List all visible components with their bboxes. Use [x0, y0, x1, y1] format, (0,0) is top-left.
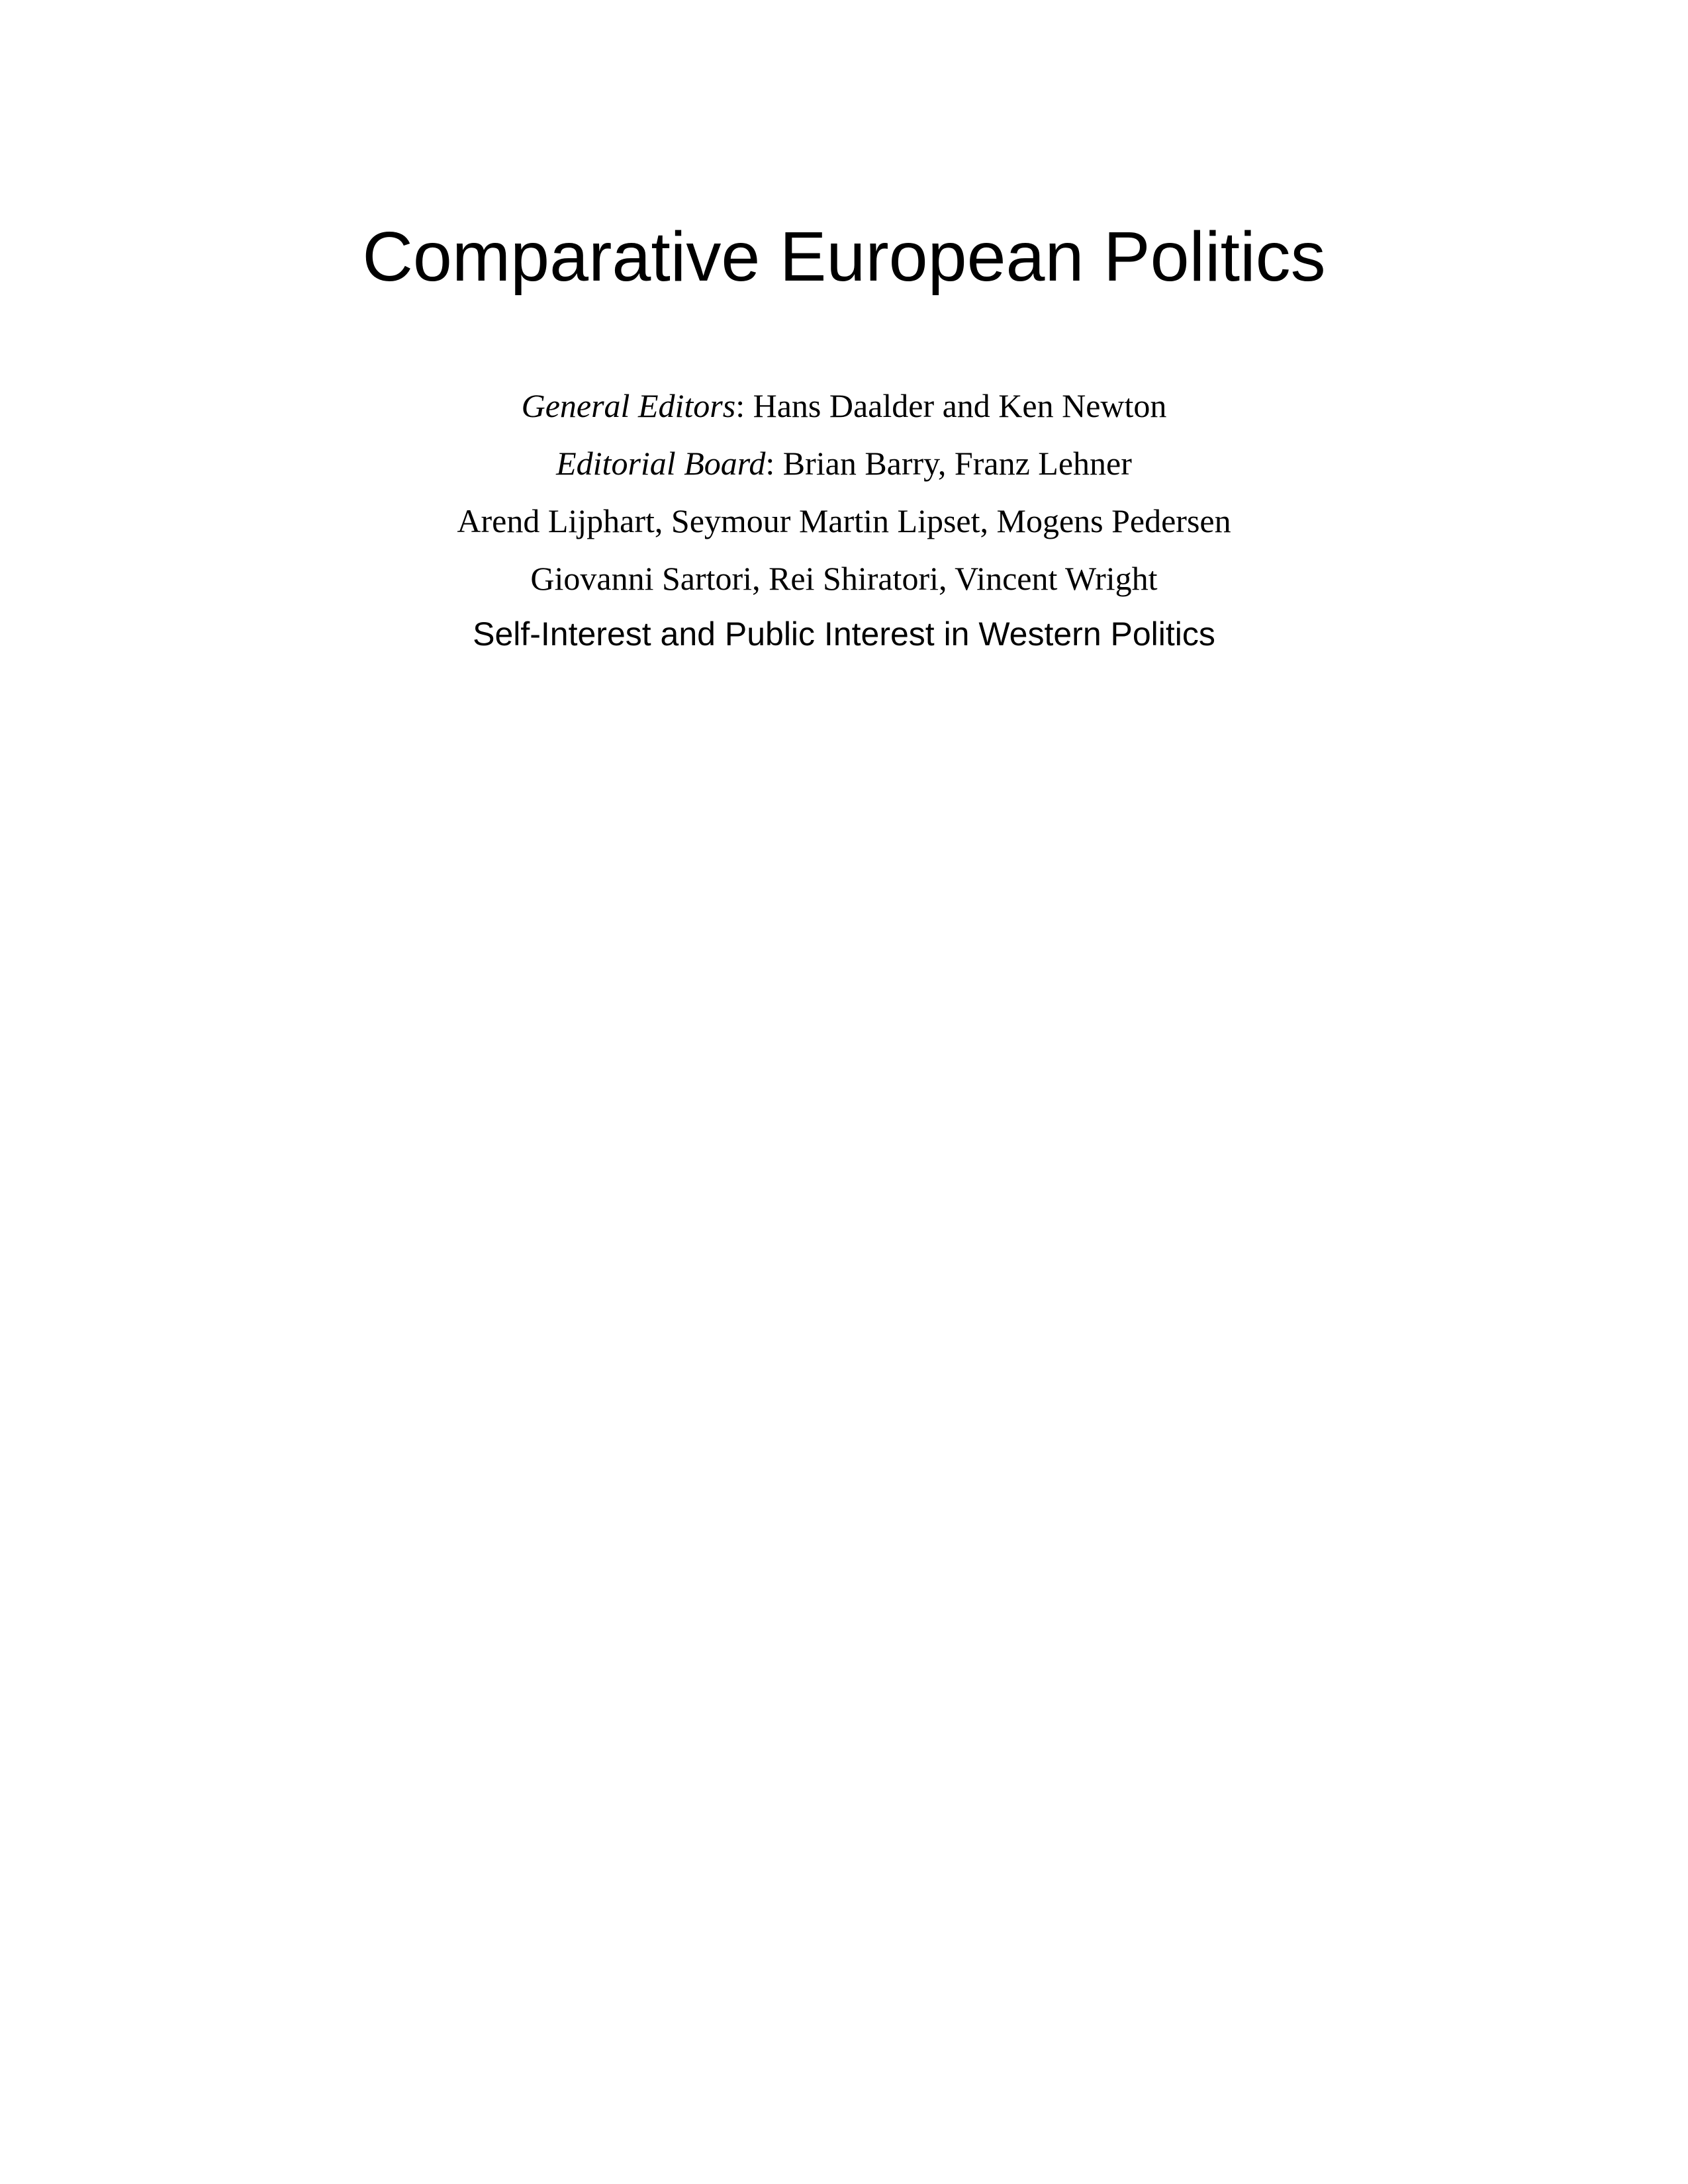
general-editors-line [0, 377, 1688, 435]
editorial-board-names: Brian Barry, Franz Lehner [774, 445, 1132, 482]
editorial-board-separator: : [765, 445, 775, 482]
general-editors-names: Hans Daalder and Ken Newton [745, 387, 1167, 424]
editorial-board-line-2: Arend Lijphart, Seymour Martin Lipset, Mogens Pedersen [457, 502, 1231, 539]
series-title: Comparative European Politics [362, 218, 1326, 296]
book-title: Self-Interest and Public Interest in Western Politics [473, 615, 1215, 653]
general-editors-separator: : [735, 387, 745, 424]
editorial-board-line [0, 435, 1688, 492]
editors-block [0, 377, 1688, 608]
editorial-board-line-3: Giovanni Sartori, Rei Shiratori, Vincent Wright [530, 560, 1158, 597]
general-editors-label: General Editors [521, 387, 736, 424]
editorial-board-label: Editorial Board [556, 445, 766, 482]
